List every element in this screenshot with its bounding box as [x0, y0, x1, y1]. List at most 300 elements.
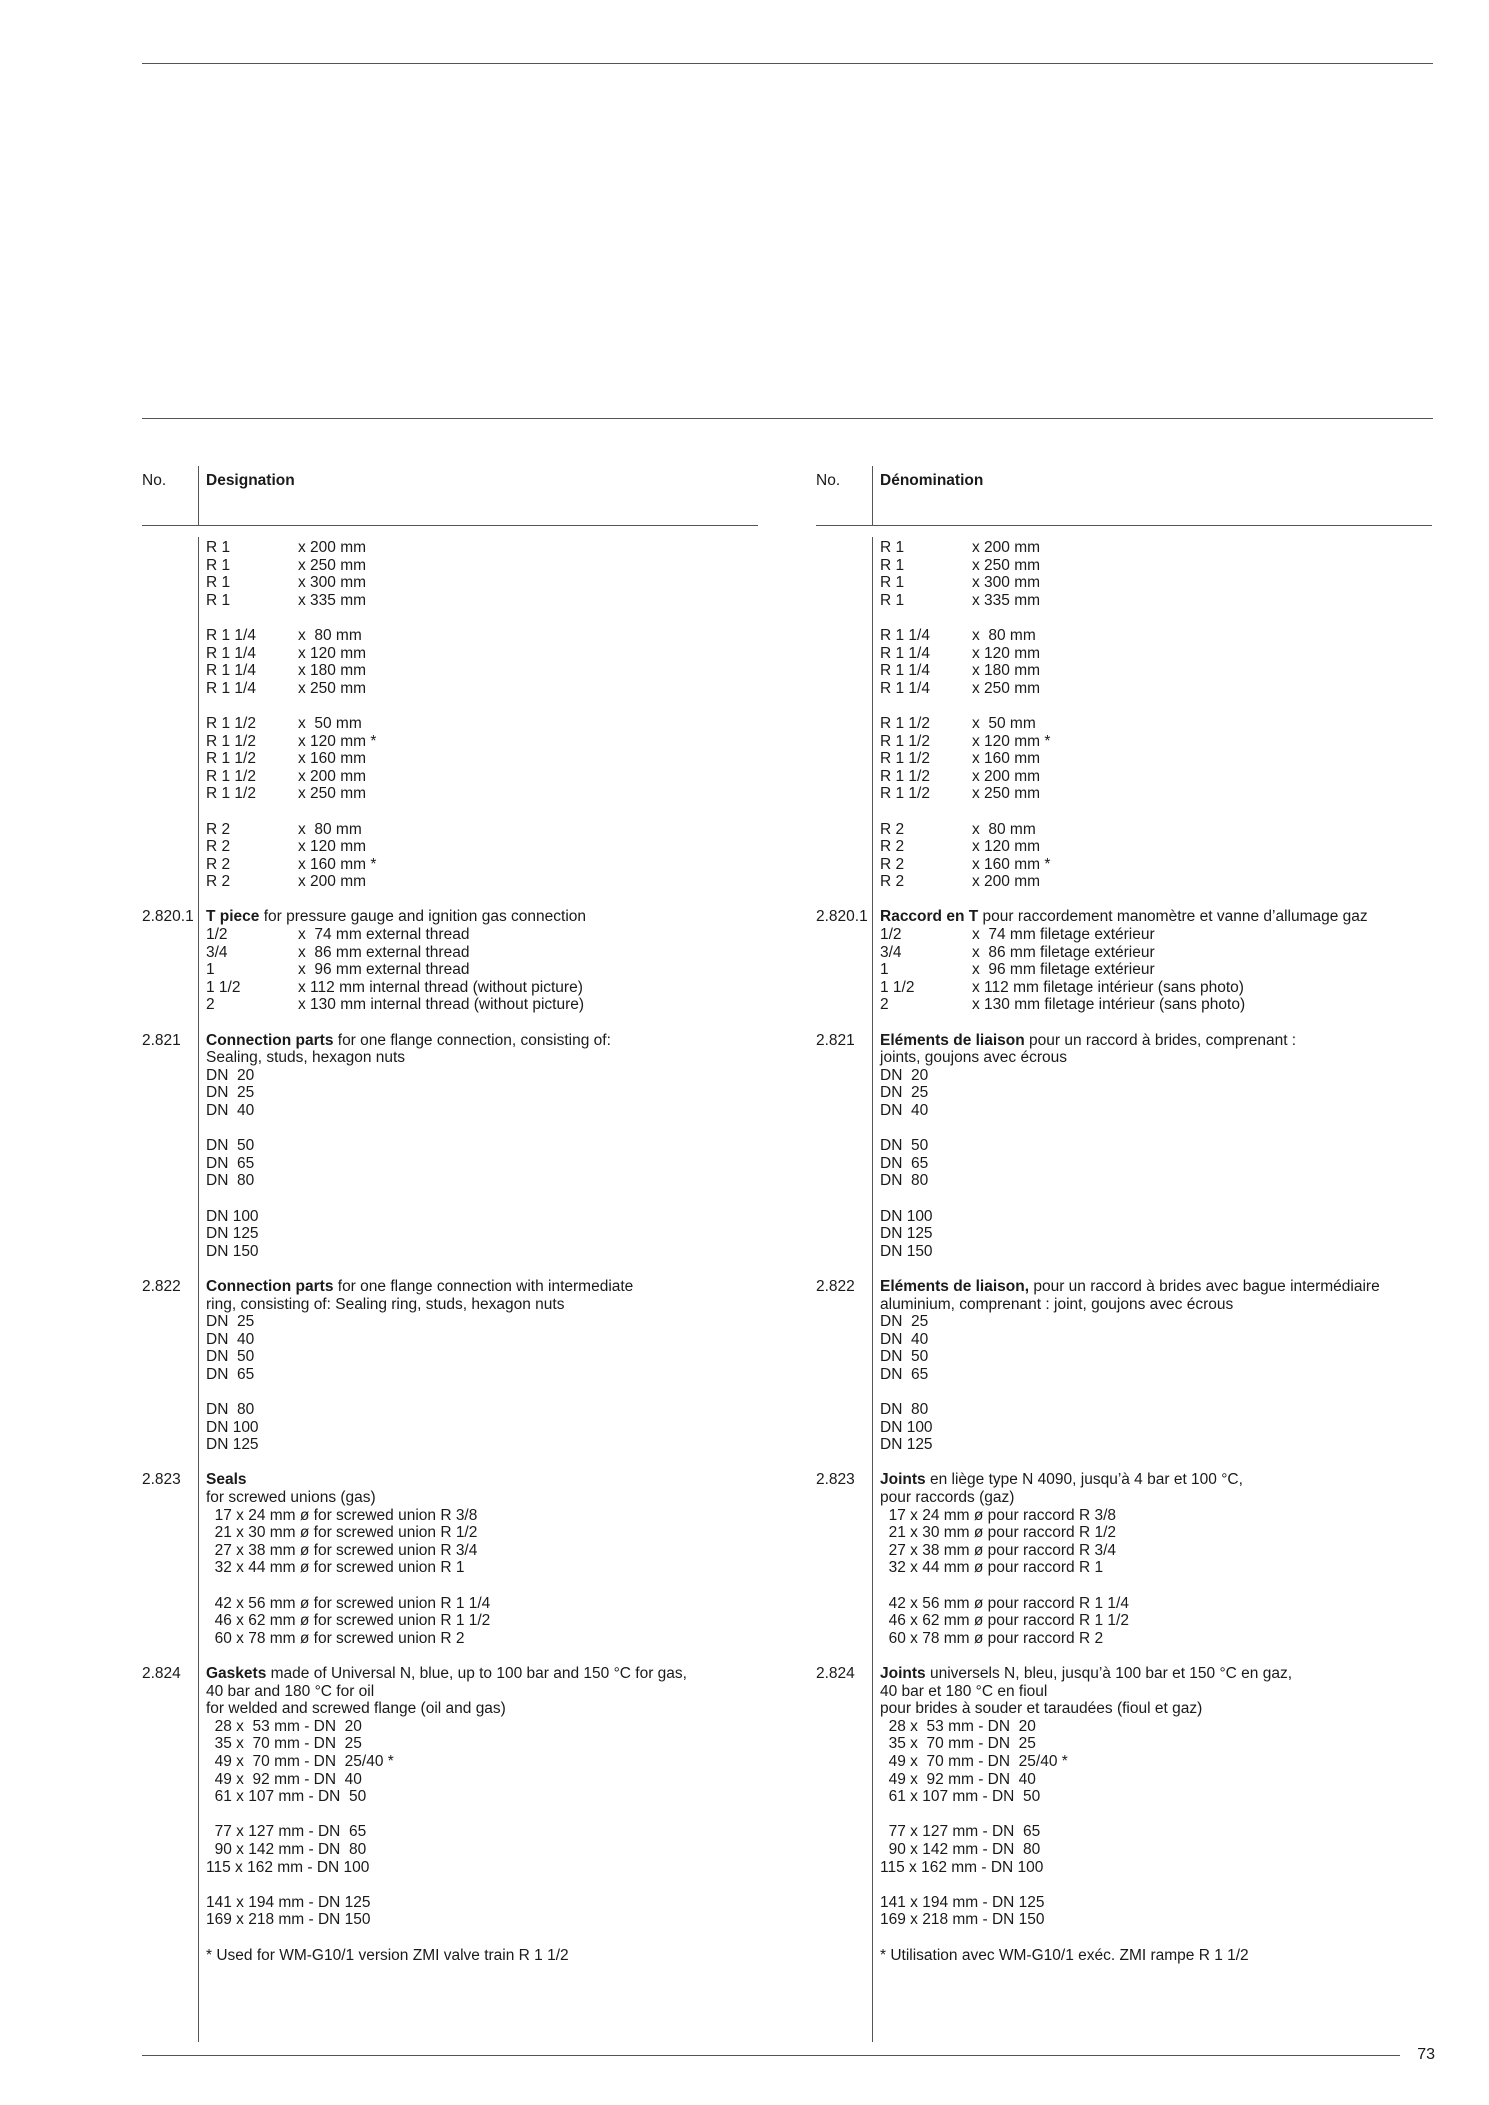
- spacer: [206, 1876, 758, 1894]
- spec-size: 1/2: [206, 926, 228, 944]
- spec-length: x 50 mm: [298, 714, 362, 732]
- entry-title: Seals: [206, 1471, 247, 1489]
- text-line: 21 x 30 mm ø pour raccord R 1/2: [880, 1524, 1117, 1542]
- spec-row: [880, 662, 1432, 680]
- spec-row: [206, 838, 758, 856]
- text-line: 49 x 92 mm - DN 40: [880, 1770, 1036, 1788]
- spec-row: [880, 592, 1432, 610]
- spec-row: [206, 944, 758, 962]
- spec-length: x 250 mm: [972, 679, 1041, 697]
- item-number: 2.820.1: [142, 908, 194, 926]
- spec-size: R 1 1/2: [880, 732, 930, 750]
- catalog-entry: [142, 1665, 758, 1964]
- spec-row: [880, 821, 1432, 839]
- entry-title: Joints: [880, 1471, 926, 1489]
- spec-length: x 86 mm external thread: [298, 943, 470, 961]
- text-line: 46 x 62 mm ø for screwed union R 1 1/2: [206, 1612, 491, 1630]
- text-line: DN 65: [880, 1154, 929, 1172]
- text-line: 27 x 38 mm ø for screwed union R 3/4: [206, 1541, 478, 1559]
- spec-size: R 2: [880, 855, 905, 873]
- text-line: 17 x 24 mm ø pour raccord R 3/8: [880, 1506, 1117, 1524]
- text-line: DN 100: [206, 1207, 259, 1225]
- item-number: 2.823: [142, 1471, 181, 1489]
- entry-pipe-lengths: [816, 539, 1432, 891]
- spec-length: x 300 mm: [298, 574, 367, 592]
- text-line: DN 80: [880, 1401, 929, 1419]
- spec-row: [880, 733, 1432, 751]
- entry-content: [206, 1471, 758, 1647]
- text-line: DN 125: [206, 1225, 259, 1243]
- spacer: [142, 891, 758, 909]
- text-line: 21 x 30 mm ø for screwed union R 1/2: [206, 1524, 478, 1542]
- entry-description: pour un raccord à brides, comprenant :: [1024, 1031, 1297, 1049]
- spacer: [816, 1260, 1432, 1278]
- spec-size: R 1 1/4: [206, 679, 256, 697]
- entry-title-line: [880, 908, 1432, 926]
- spec-size: R 2: [206, 873, 231, 891]
- spec-row: [206, 539, 758, 557]
- text-line: DN 25: [880, 1084, 929, 1102]
- entry-title-line: [206, 1665, 758, 1683]
- spec-length: x 120 mm *: [298, 732, 377, 750]
- spacer: [206, 1384, 758, 1402]
- text-line: 40 bar et 180 °C en fioul: [880, 1682, 1048, 1700]
- text-line: DN 50: [206, 1137, 255, 1155]
- section-rule: [142, 418, 1433, 419]
- column-header: [142, 466, 758, 526]
- spec-length: x 335 mm: [298, 591, 367, 609]
- spacer: [206, 1190, 758, 1208]
- text-line: DN 50: [206, 1348, 255, 1366]
- catalog-entry: [816, 1032, 1432, 1261]
- spec-size: R 1: [206, 574, 231, 592]
- entry-description: for one flange connection, consisting of:: [333, 1031, 611, 1049]
- spacer: [880, 1806, 1432, 1824]
- spacer: [880, 609, 1432, 627]
- text-line: 27 x 38 mm ø pour raccord R 3/4: [880, 1541, 1117, 1559]
- text-line: 90 x 142 mm - DN 80: [206, 1840, 367, 1858]
- text-line: 60 x 78 mm ø for screwed union R 2: [206, 1629, 465, 1647]
- spec-length: x 180 mm: [972, 662, 1041, 680]
- entry-title-line: [880, 1278, 1432, 1296]
- spec-size: R 1 1/2: [880, 785, 930, 803]
- spec-length: x 180 mm: [298, 662, 367, 680]
- spec-row: [880, 838, 1432, 856]
- spacer: [206, 1806, 758, 1824]
- spec-size: 1/2: [880, 926, 902, 944]
- spec-length: x 120 mm: [298, 838, 367, 856]
- spec-length: x 300 mm: [972, 574, 1041, 592]
- header-no: No.: [816, 472, 841, 489]
- spacer: [816, 1014, 1432, 1032]
- spec-length: x 200 mm: [972, 539, 1041, 556]
- footer-rule: [142, 2055, 1400, 2056]
- spec-row: [880, 574, 1432, 592]
- column-body: [142, 539, 758, 1964]
- text-line: 28 x 53 mm - DN 20: [880, 1717, 1036, 1735]
- text-line: DN 40: [206, 1330, 255, 1348]
- spec-length: x 86 mm filetage extérieur: [972, 943, 1155, 961]
- text-line: DN 20: [880, 1066, 929, 1084]
- spec-row: [206, 979, 758, 997]
- spec-length: x 80 mm: [298, 626, 362, 644]
- item-number: 2.820.1: [816, 908, 868, 926]
- text-line: DN 125: [206, 1436, 259, 1454]
- spec-size: 1 1/2: [206, 978, 241, 996]
- entry-title: Connection parts: [206, 1031, 334, 1049]
- entry-description: made of Universal N, blue, up to 100 bar and 150 °C for gas,: [266, 1665, 687, 1682]
- entry-content: [880, 1278, 1432, 1454]
- spacer: [816, 891, 1432, 909]
- spec-row: [206, 961, 758, 979]
- spec-length: x 200 mm: [298, 539, 367, 556]
- text-line: DN 100: [880, 1418, 933, 1436]
- text-line: 169 x 218 mm - DN 150: [880, 1911, 1045, 1929]
- text-line: DN 25: [206, 1313, 255, 1331]
- spec-length: x 200 mm: [972, 873, 1041, 891]
- text-line: 28 x 53 mm - DN 20: [206, 1717, 362, 1735]
- text-line: 115 x 162 mm - DN 100: [206, 1858, 370, 1876]
- spec-size: R 1: [880, 574, 905, 592]
- spec-size: R 1 1/2: [880, 714, 930, 732]
- text-line: 42 x 56 mm ø for screwed union R 1 1/4: [206, 1594, 491, 1612]
- spacer: [880, 1190, 1432, 1208]
- spec-row: [206, 574, 758, 592]
- entry-content: [206, 908, 758, 1014]
- spec-size: R 1 1/4: [206, 662, 256, 680]
- spec-row: [880, 961, 1432, 979]
- spec-row: [880, 715, 1432, 733]
- spec-length: x 130 mm internal thread (without picture): [298, 996, 585, 1014]
- entry-content: [880, 908, 1432, 1014]
- item-number: 2.821: [142, 1031, 181, 1049]
- spec-length: x 130 mm filetage intérieur (sans photo): [972, 996, 1246, 1014]
- spec-row: [206, 750, 758, 768]
- text-line: 32 x 44 mm ø for screwed union R 1: [206, 1559, 465, 1577]
- spec-row: [206, 715, 758, 733]
- entry-pipe-lengths: [142, 539, 758, 891]
- entry-title: Eléments de liaison,: [880, 1277, 1030, 1295]
- spec-length: x 80 mm: [972, 820, 1036, 838]
- entry-title: Eléments de liaison: [880, 1031, 1025, 1049]
- spec-row: [206, 873, 758, 891]
- text-line: 61 x 107 mm - DN 50: [880, 1788, 1041, 1806]
- text-line: DN 100: [880, 1207, 933, 1225]
- entry-title-line: [206, 1278, 758, 1296]
- entry-content: [880, 1032, 1432, 1261]
- spec-size: R 2: [206, 838, 231, 856]
- spec-size: 1: [880, 961, 889, 979]
- entry-title-line: [880, 1032, 1432, 1050]
- spec-length: x 250 mm: [298, 679, 367, 697]
- spec-length: x 250 mm: [298, 556, 367, 574]
- text-line: 61 x 107 mm - DN 50: [206, 1788, 367, 1806]
- spec-length: x 200 mm: [298, 873, 367, 891]
- text-line: DN 80: [206, 1172, 255, 1190]
- text-line: 32 x 44 mm ø pour raccord R 1: [880, 1559, 1104, 1577]
- text-line: 77 x 127 mm - DN 65: [206, 1823, 367, 1841]
- catalog-entry: [142, 1032, 758, 1261]
- spec-length: x 200 mm: [972, 767, 1041, 785]
- text-line: 49 x 92 mm - DN 40: [206, 1770, 362, 1788]
- item-number: 2.821: [816, 1031, 855, 1049]
- item-number: 2.823: [816, 1471, 855, 1489]
- text-line: 17 x 24 mm ø for screwed union R 3/8: [206, 1506, 478, 1524]
- text-line: DN 65: [206, 1365, 255, 1383]
- catalog-entry: [816, 1471, 1432, 1647]
- spec-row: [880, 557, 1432, 575]
- item-number: 2.824: [142, 1665, 181, 1682]
- spec-length: x 120 mm: [972, 838, 1041, 856]
- header-title: Dénomination: [880, 472, 984, 489]
- entry-content: [880, 539, 1432, 891]
- text-line: for screwed unions (gas): [206, 1489, 376, 1507]
- spec-size: R 1: [880, 591, 905, 609]
- text-line: 60 x 78 mm ø pour raccord R 2: [880, 1629, 1104, 1647]
- spec-size: R 1 1/4: [206, 626, 256, 644]
- text-line: DN 40: [880, 1330, 929, 1348]
- spacer: [880, 1577, 1432, 1595]
- spec-row: [880, 539, 1432, 557]
- spec-length: x 96 mm filetage extérieur: [972, 961, 1155, 979]
- spec-size: R 1 1/2: [880, 767, 930, 785]
- spec-row: [206, 996, 758, 1014]
- spec-length: x 80 mm: [298, 820, 362, 838]
- text-line: DN 150: [206, 1242, 259, 1260]
- text-line: Sealing, studs, hexagon nuts: [206, 1049, 406, 1067]
- spec-size: R 1: [206, 591, 231, 609]
- spec-length: x 200 mm: [298, 767, 367, 785]
- spec-length: x 120 mm: [298, 644, 367, 662]
- text-line: * Used for WM-G10/1 version ZMI valve train R 1 1/2: [206, 1946, 569, 1964]
- entry-description: for one flange connection with intermediate: [333, 1277, 634, 1295]
- entry-description: universels N, bleu, jusqu’à 100 bar et 150 °C en gaz,: [925, 1665, 1293, 1682]
- text-line: 40 bar and 180 °C for oil: [206, 1682, 375, 1700]
- spec-row: [880, 979, 1432, 997]
- spacer: [206, 1929, 758, 1947]
- spacer: [206, 1120, 758, 1138]
- spec-size: R 2: [206, 855, 231, 873]
- entry-title-line: [206, 1032, 758, 1050]
- catalog-entry: [142, 908, 758, 1014]
- entry-content: [880, 1665, 1432, 1964]
- spec-size: R 2: [880, 820, 905, 838]
- spec-length: x 160 mm: [298, 750, 367, 768]
- spacer: [880, 1876, 1432, 1894]
- entry-content: [206, 539, 758, 891]
- text-line: DN 100: [206, 1418, 259, 1436]
- spec-row: [206, 733, 758, 751]
- text-line: 35 x 70 mm - DN 25: [880, 1735, 1036, 1753]
- top-rule: [142, 63, 1433, 64]
- spec-length: x 250 mm: [298, 785, 367, 803]
- spec-size: R 1 1/2: [206, 785, 256, 803]
- item-number: 2.824: [816, 1665, 855, 1682]
- entry-content: [206, 1278, 758, 1454]
- spec-size: R 1 1/4: [206, 644, 256, 662]
- spec-length: x 120 mm: [972, 644, 1041, 662]
- spec-length: x 250 mm: [972, 785, 1041, 803]
- spec-row: [206, 821, 758, 839]
- spacer: [206, 803, 758, 821]
- text-line: 141 x 194 mm - DN 125: [880, 1893, 1045, 1911]
- spacer: [142, 1647, 758, 1665]
- entry-title: Raccord en T: [880, 908, 979, 926]
- spacer: [206, 697, 758, 715]
- spec-size: R 1 1/4: [880, 644, 930, 662]
- page-number: 73: [1417, 2046, 1435, 2063]
- text-line: DN 20: [206, 1066, 255, 1084]
- spec-length: x 80 mm: [972, 626, 1036, 644]
- entry-description: pour raccordement manomètre et vanne d’allumage gaz: [978, 908, 1368, 926]
- column-body: [816, 539, 1432, 1964]
- spec-row: [206, 926, 758, 944]
- spec-size: 1 1/2: [880, 978, 915, 996]
- spec-row: [880, 873, 1432, 891]
- text-line: pour raccords (gaz): [880, 1489, 1015, 1507]
- text-line: DN 25: [206, 1084, 255, 1102]
- spacer: [206, 1577, 758, 1595]
- spec-row: [880, 750, 1432, 768]
- entry-title: Joints: [880, 1665, 926, 1682]
- spec-length: x 160 mm: [972, 750, 1041, 768]
- spec-row: [206, 627, 758, 645]
- header-title: Designation: [206, 472, 295, 489]
- spec-row: [880, 680, 1432, 698]
- catalog-entry: [816, 1665, 1432, 1964]
- text-line: 49 x 70 mm - DN 25/40 *: [206, 1752, 394, 1770]
- spec-length: x 250 mm: [972, 556, 1041, 574]
- spec-length: x 335 mm: [972, 591, 1041, 609]
- spacer: [880, 1929, 1432, 1947]
- spec-row: [206, 592, 758, 610]
- spec-length: x 112 mm internal thread (without picture): [298, 978, 583, 996]
- entry-title: T piece: [206, 908, 260, 926]
- spec-row: [206, 662, 758, 680]
- text-line: DN 125: [880, 1225, 933, 1243]
- text-line: 77 x 127 mm - DN 65: [880, 1823, 1041, 1841]
- spec-size: R 1 1/2: [206, 732, 256, 750]
- spec-length: x 160 mm *: [298, 855, 377, 873]
- spec-row: [206, 680, 758, 698]
- spacer: [206, 609, 758, 627]
- spec-length: x 74 mm filetage extérieur: [972, 926, 1155, 944]
- spec-size: 3/4: [206, 943, 228, 961]
- entry-description: en liège type N 4090, jusqu’à 4 bar et 100 °C,: [925, 1471, 1243, 1489]
- spacer: [816, 1454, 1432, 1472]
- entry-title-line: [880, 1665, 1432, 1683]
- text-line: 141 x 194 mm - DN 125: [206, 1893, 371, 1911]
- text-line: DN 150: [880, 1242, 933, 1260]
- spacer: [880, 1384, 1432, 1402]
- text-line: 49 x 70 mm - DN 25/40 *: [880, 1752, 1068, 1770]
- spec-size: R 1: [880, 556, 905, 574]
- entry-description: for pressure gauge and ignition gas connection: [259, 908, 587, 926]
- spec-row: [206, 768, 758, 786]
- entry-title-line: [880, 1471, 1432, 1489]
- spec-size: R 1 1/2: [206, 767, 256, 785]
- text-line: DN 65: [880, 1365, 929, 1383]
- spec-length: x 96 mm external thread: [298, 961, 470, 979]
- spec-row: [206, 645, 758, 663]
- text-line: ring, consisting of: Sealing ring, studs, hexagon nuts: [206, 1295, 565, 1313]
- spec-size: 1: [206, 961, 215, 979]
- spec-row: [880, 785, 1432, 803]
- catalog-entry: [142, 1278, 758, 1454]
- text-line: * Utilisation avec WM-G10/1 exéc. ZMI rampe R 1 1/2: [880, 1946, 1249, 1964]
- text-line: pour brides à souder et taraudées (fioul et gaz): [880, 1700, 1203, 1718]
- spec-size: R 1: [206, 539, 231, 556]
- spec-size: R 2: [206, 820, 231, 838]
- text-line: 169 x 218 mm - DN 150: [206, 1911, 371, 1929]
- entry-title-line: [206, 1471, 758, 1489]
- spec-row: [206, 856, 758, 874]
- spec-row: [880, 996, 1432, 1014]
- spacer: [880, 697, 1432, 715]
- text-line: DN 25: [880, 1313, 929, 1331]
- spec-length: x 50 mm: [972, 714, 1036, 732]
- text-line: DN 65: [206, 1154, 255, 1172]
- text-line: DN 80: [206, 1401, 255, 1419]
- spec-length: x 160 mm *: [972, 855, 1051, 873]
- spec-size: R 1 1/4: [880, 626, 930, 644]
- spacer: [142, 1014, 758, 1032]
- spec-row: [880, 627, 1432, 645]
- spacer: [142, 1454, 758, 1472]
- spec-size: R 2: [880, 838, 905, 856]
- entry-content: [880, 1471, 1432, 1647]
- text-line: 115 x 162 mm - DN 100: [880, 1858, 1044, 1876]
- spec-row: [880, 926, 1432, 944]
- text-line: 42 x 56 mm ø pour raccord R 1 1/4: [880, 1594, 1129, 1612]
- text-line: DN 40: [880, 1102, 929, 1119]
- spec-length: x 120 mm *: [972, 732, 1051, 750]
- text-line: DN 80: [880, 1172, 929, 1190]
- spec-row: [206, 785, 758, 803]
- spec-size: R 1 1/2: [206, 714, 256, 732]
- spec-size: 2: [880, 996, 889, 1014]
- spec-size: R 1: [206, 556, 231, 574]
- item-number: 2.822: [816, 1277, 855, 1295]
- entry-title: Gaskets: [206, 1665, 267, 1682]
- spec-size: 2: [206, 996, 215, 1014]
- entry-content: [206, 1032, 758, 1261]
- text-line: 90 x 142 mm - DN 80: [880, 1840, 1041, 1858]
- spec-size: 3/4: [880, 943, 902, 961]
- spec-length: x 74 mm external thread: [298, 926, 470, 944]
- catalog-entry: [816, 1278, 1432, 1454]
- text-line: DN 125: [880, 1436, 933, 1454]
- spacer: [880, 803, 1432, 821]
- spec-size: R 2: [880, 873, 905, 891]
- spec-size: R 1 1/4: [880, 662, 930, 680]
- spec-row: [880, 645, 1432, 663]
- item-number: 2.822: [142, 1277, 181, 1295]
- spec-length: x 112 mm filetage intérieur (sans photo): [972, 978, 1244, 996]
- spec-row: [206, 557, 758, 575]
- spec-size: R 1 1/2: [880, 750, 930, 768]
- spec-size: R 1: [880, 539, 905, 556]
- text-line: joints, goujons avec écrous: [880, 1049, 1067, 1067]
- entry-content: [206, 1665, 758, 1964]
- column-header: [816, 466, 1432, 526]
- text-line: DN 50: [880, 1348, 929, 1366]
- text-line: 46 x 62 mm ø pour raccord R 1 1/2: [880, 1612, 1129, 1630]
- entry-description: pour un raccord à brides avec bague intermédiaire: [1029, 1277, 1380, 1295]
- spec-row: [880, 768, 1432, 786]
- text-line: DN 50: [880, 1137, 929, 1155]
- entry-title-line: [206, 908, 758, 926]
